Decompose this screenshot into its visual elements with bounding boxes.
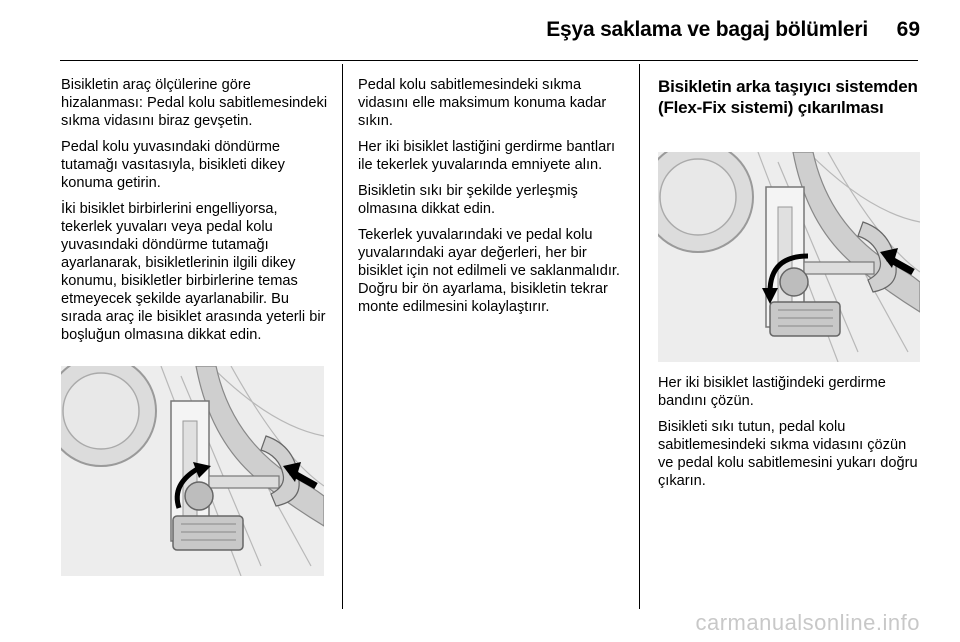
section-heading: Bisikletin arka taşıyıcı sistemden (Flex-Fix sistemi) çıkarılması: [658, 77, 918, 117]
column-3: [658, 76, 920, 130]
header-divider: [60, 60, 918, 61]
page-title: Eşya saklama ve bagaj bölümleri: [546, 18, 868, 41]
column-1: [61, 76, 331, 352]
bike-carrier-illustration-2: [658, 152, 920, 362]
paragraph: İki bisiklet birbirlerini engelliyorsa, tekerlek yuvaları veya pedal kolu yuvasındaki döndürme tutamağı ayarlanarak, bisikletlerinin ilgili dikey konumu, bisikletler birbirlerine temas etmeyecek şekilde ayarlanabilir. Bu sırada araç ile bisiklet arasında yeterli bir boşluğun olmasına dikkat edin.: [61, 201, 326, 343]
paragraph: Pedal kolu yuvasındaki döndürme tutamağı vasıtasıyla, bisikleti dikey konuma getirin.: [61, 139, 285, 191]
paragraph: Bisikleti sıkı tutun, pedal kolu sabitlemesindeki sıkma vidasını çözün ve pedal kolu sabitlemesini yukarı doğru çıkarın.: [658, 419, 918, 489]
column-divider-2: [639, 64, 640, 609]
column-3-body: [658, 374, 920, 498]
pedal-mount-removal-drawing: [658, 152, 920, 362]
paragraph: Her iki bisiklet lastiğini gerdirme bantları ile tekerlek yuvalarında emniyete alın.: [358, 139, 616, 173]
paragraph: Bisikletin sıkı bir şekilde yerleşmiş olmasına dikkat edin.: [358, 183, 578, 217]
paragraph: Bisikletin araç ölçülerine göre hizalanması: Pedal kolu sabitlemesindeki sıkma vidasını biraz gevşetin.: [61, 77, 328, 129]
page-number: 69: [896, 18, 920, 41]
paragraph: Pedal kolu sabitlemesindeki sıkma vidasını elle maksimum konuma kadar sıkın.: [358, 77, 607, 129]
bike-carrier-illustration-1: [61, 366, 324, 576]
watermark: carmanualsonline.info: [695, 610, 920, 635]
column-divider-1: [342, 64, 343, 609]
paragraph: Tekerlek yuvalarındaki ve pedal kolu yuvalarındaki ayar değerleri, her bir bisiklet için not edilmeli ve saklanmalıdır. Doğru bir ön ayarlama, bisikletin tekrar monte edilmesini kolaylaştırır.: [358, 227, 620, 315]
pedal-mount-drawing: [61, 366, 324, 576]
column-2: [358, 76, 628, 324]
paragraph: Her iki bisiklet lastiğindeki gerdirme bandını çözün.: [658, 375, 886, 409]
